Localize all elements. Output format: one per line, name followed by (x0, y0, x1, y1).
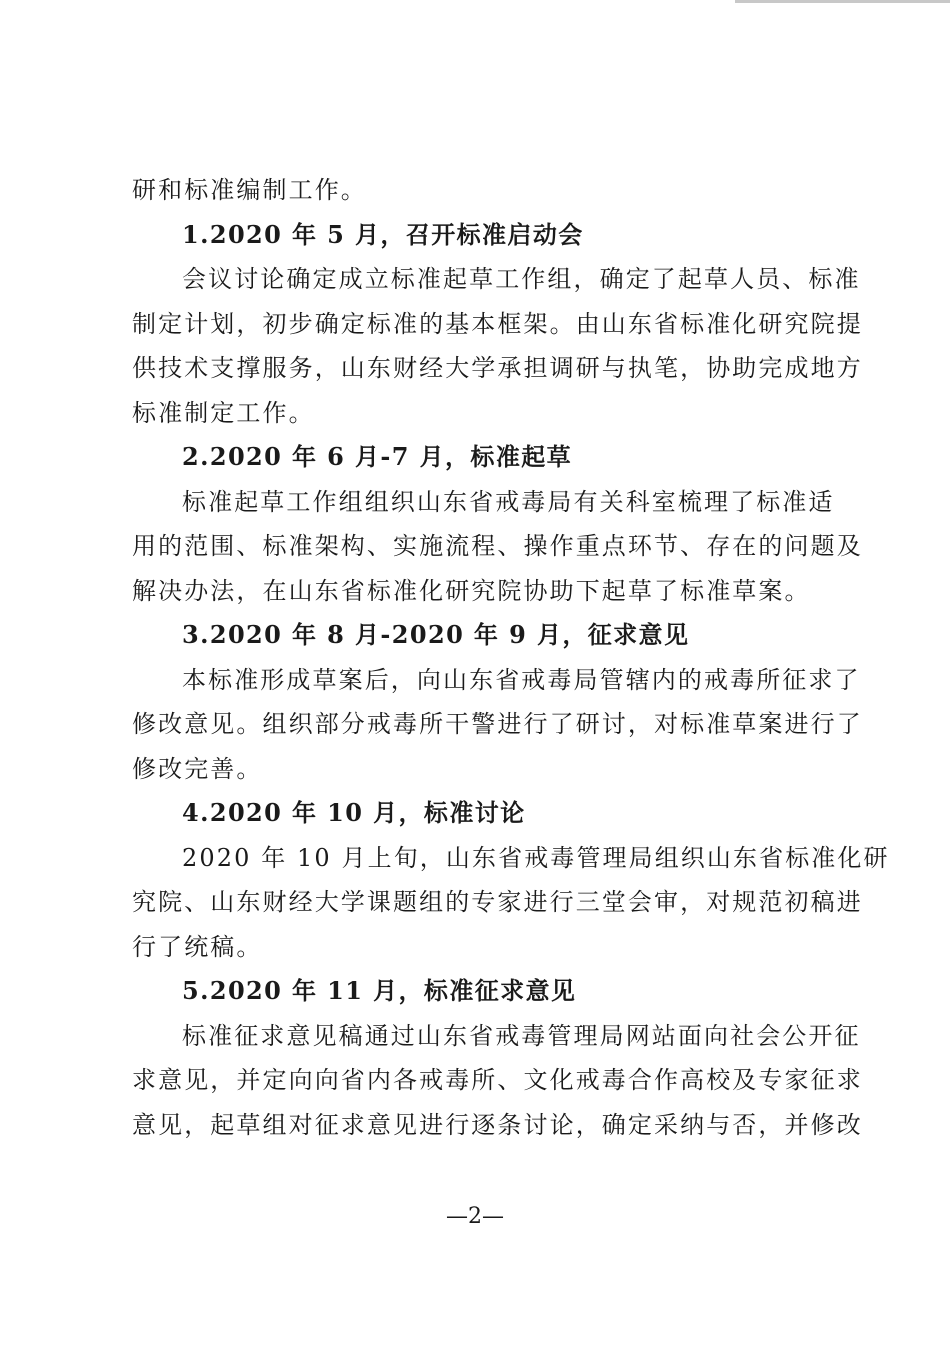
paragraph-line: 标准征求意见稿通过山东省戒毒管理局网站面向社会公开征 (182, 1021, 861, 1050)
paragraph-line: 行了统稿。 (132, 932, 263, 961)
paragraph-line: 解决办法，在山东省标准化研究院协助下起草了标准草案。 (132, 576, 811, 605)
paragraph-line: 求意见，并定向向省内各戒毒所、文化戒毒合作高校及专家征求 (132, 1066, 863, 1094)
paragraph-line: 会议讨论确定成立标准起草工作组，确定了起草人员、标准 (182, 265, 861, 293)
top-edge-rule (735, 0, 950, 3)
section-heading-1: 1.2020 年 5 月，召开标准启动会 (182, 219, 584, 249)
paragraph-line: 标准制定工作。 (132, 398, 315, 427)
paragraph-line: 供技术支撑服务，山东财经大学承担调研与执笔，协助完成地方 (132, 354, 863, 382)
paragraph-line: 用的范围、标准架构、实施流程、操作重点环节、存在的问题及 (132, 532, 863, 560)
section-heading-4: 4.2020 年 10 月，标准讨论 (182, 798, 526, 827)
section-heading-3: 3.2020 年 8 月-2020 年 9 月，征求意见 (182, 620, 690, 649)
document-body (132, 168, 890, 1147)
paragraph-line: 标准起草工作组组织山东省戒毒局有关科室梳理了标准适 (182, 487, 835, 516)
section-heading-5: 5.2020 年 11 月，标准征求意见 (182, 976, 577, 1005)
paragraph-line: 究院、山东财经大学课题组的专家进行三堂会审，对规范初稿进 (132, 888, 863, 916)
paragraph-line: 修改完善。 (132, 754, 263, 783)
paragraph-line: 本标准形成草案后，向山东省戒毒局管辖内的戒毒所征求了 (182, 665, 861, 694)
text-line: 研和标准编制工作。 (132, 176, 367, 204)
section-heading-2: 2.2020 年 6 月-7 月，标准起草 (182, 442, 573, 471)
paragraph-line: 2020 年 10 月上旬，山东省戒毒管理局组织山东省标准化研 (182, 843, 890, 872)
paragraph-line: 制定计划，初步确定标准的基本框架。由山东省标准化研究院提 (132, 309, 863, 338)
paragraph-line: 意见，起草组对征求意见进行逐条讨论，确定采纳与否，并修改 (132, 1110, 863, 1139)
paragraph-line: 修改意见。组织部分戒毒所干警进行了研讨，对标准草案进行了 (132, 710, 863, 738)
page-number: —2— (446, 1204, 504, 1229)
